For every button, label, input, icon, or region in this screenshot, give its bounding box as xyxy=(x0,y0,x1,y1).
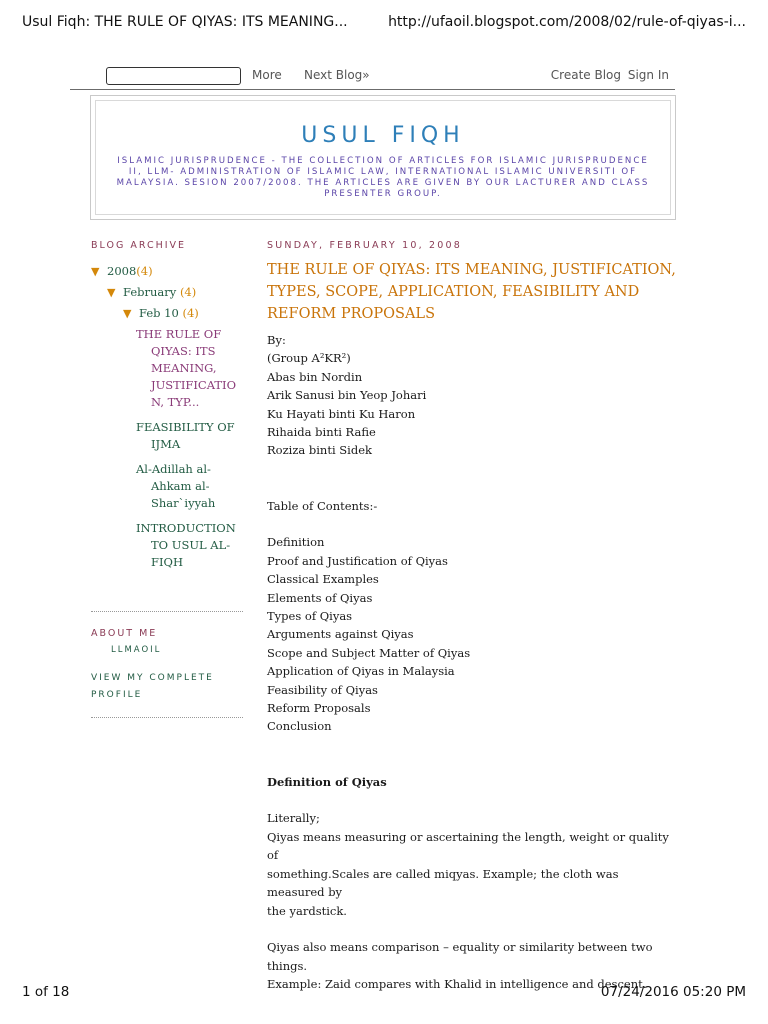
archive-post-link[interactable]: Al-Adillah al-Ahkam al-Shar`iyyah xyxy=(136,462,216,510)
archive-post-link[interactable]: INTRODUCTION TO USUL AL-FIQH xyxy=(136,521,236,569)
paragraph-line: the yardstick. xyxy=(267,903,347,918)
archive-year-label[interactable]: 2008 xyxy=(107,264,137,278)
print-footer xyxy=(22,984,746,1002)
author-line: Roziza binti Sidek xyxy=(267,443,372,458)
expand-triangle-icon[interactable]: ▼ xyxy=(107,286,116,299)
toc-item: Arguments against Qiyas xyxy=(267,627,414,642)
create-blog-link[interactable]: Create Blog xyxy=(550,68,621,82)
archive-day-label[interactable]: Feb 10 xyxy=(139,306,179,320)
archive-post-link[interactable]: FEASIBILITY OF IJMA xyxy=(136,420,235,451)
toc-item: Definition xyxy=(267,535,325,550)
author-line: Rihaida binti Rafie xyxy=(267,425,376,440)
more-link[interactable]: More xyxy=(252,68,282,82)
post-body xyxy=(267,240,677,994)
author-line: Arik Sanusi bin Yeop Johari xyxy=(267,388,427,403)
archive-year-count: (4) xyxy=(136,264,153,278)
view-profile-link[interactable]: VIEW MY COMPLETE PROFILE xyxy=(91,673,214,700)
archive-day-feb10[interactable] xyxy=(91,303,243,324)
blog-description: ISLAMIC JURISPRUDENCE - THE COLLECTION OF ARTICLES FOR ISLAMIC JURISPRUDENCE II, LLM- ADMINISTRATION OF ISLAMIC LAW, INTERNATIONAL ISLAMIC UNIVERSITI OF MALAYSIA. SESION 2007/2008. THE ARTICLES ARE GIVEN BY OUR LACTURER AND CLASS PRESENTER GROUP. xyxy=(116,156,650,199)
archive-year-2008[interactable] xyxy=(91,261,243,282)
paragraph-line: Qiyas also means comparison – equality or similarity between two things. xyxy=(267,940,653,973)
archive-month-label[interactable]: February xyxy=(123,285,177,299)
sidebar xyxy=(91,240,243,718)
print-timestamp: 07/24/2016 05:20 PM xyxy=(600,984,746,1000)
archive-post-list xyxy=(91,326,243,571)
toc-heading: Table of Contents:- xyxy=(267,498,378,513)
sign-in-link[interactable]: Sign In xyxy=(627,68,669,82)
archive-post-link[interactable]: THE RULE OF QIYAS: ITS MEANING, JUSTIFICATIO N, TYP... xyxy=(136,327,237,409)
definition-heading: Definition of Qiyas xyxy=(267,774,387,789)
toc-item: Elements of Qiyas xyxy=(267,590,373,605)
author-line: Ku Hayati binti Ku Haron xyxy=(267,406,416,421)
about-me-heading: ABOUT ME xyxy=(91,628,158,639)
toc-item: Types of Qiyas xyxy=(267,609,353,624)
about-me-name[interactable]: LLMAOIL xyxy=(111,645,162,655)
expand-triangle-icon[interactable]: ▼ xyxy=(123,307,132,320)
paragraph-line: something.Scales are called miqyas. Example; the cloth was measured by xyxy=(267,866,619,900)
blogger-navbar xyxy=(70,66,675,90)
group-name: (Group A²KR²) xyxy=(267,351,351,366)
print-header xyxy=(22,14,746,34)
print-page-title: Usul Fiqh: THE RULE OF QIYAS: ITS MEANING... xyxy=(22,14,348,30)
post-content xyxy=(267,331,677,994)
print-page-number: 1 of 18 xyxy=(22,984,70,1000)
toc-item: Proof and Justification of Qiyas xyxy=(267,553,448,568)
archive-month-february[interactable] xyxy=(91,282,243,303)
post-date: SUNDAY, FEBRUARY 10, 2008 xyxy=(267,240,462,251)
paragraph-line: Example: Zaid compares with Khalid in intelligence and descent. xyxy=(267,977,647,992)
blog-title[interactable]: USUL FIQH xyxy=(301,123,465,148)
by-label: By: xyxy=(267,333,286,347)
post-title[interactable]: THE RULE OF QIYAS: ITS MEANING, JUSTIFICATION, TYPES, SCOPE, APPLICATION, FEASIBILITY AND REFORM PROPOSALS xyxy=(267,262,676,322)
navbar-search-input[interactable] xyxy=(106,67,241,85)
expand-triangle-icon[interactable]: ▼ xyxy=(91,265,100,278)
archive-day-count: (4) xyxy=(182,306,199,320)
blog-header xyxy=(90,95,676,220)
blog-header-inner xyxy=(95,100,671,215)
blog-archive-heading: BLOG ARCHIVE xyxy=(91,240,187,251)
literally-label: Literally; xyxy=(267,811,320,826)
archive-month-count: (4) xyxy=(179,285,197,299)
toc-item: Feasibility of Qiyas xyxy=(267,682,378,697)
toc-item: Conclusion xyxy=(267,719,332,734)
next-blog-link[interactable]: Next Blog» xyxy=(304,68,370,82)
print-url: http://ufaoil.blogspot.com/2008/02/rule-of-qiyas-i... xyxy=(388,14,746,30)
sidebar-divider xyxy=(91,717,243,718)
author-line: Abas bin Nordin xyxy=(267,369,363,384)
sidebar-divider xyxy=(91,611,243,612)
paragraph-line: Qiyas means measuring or ascertaining the length, weight or quality of xyxy=(267,829,669,863)
toc-item: Classical Examples xyxy=(267,572,379,587)
toc-item: Reform Proposals xyxy=(267,701,371,716)
toc-item: Scope and Subject Matter of Qiyas xyxy=(267,645,471,660)
toc-item: Application of Qiyas in Malaysia xyxy=(267,664,455,679)
